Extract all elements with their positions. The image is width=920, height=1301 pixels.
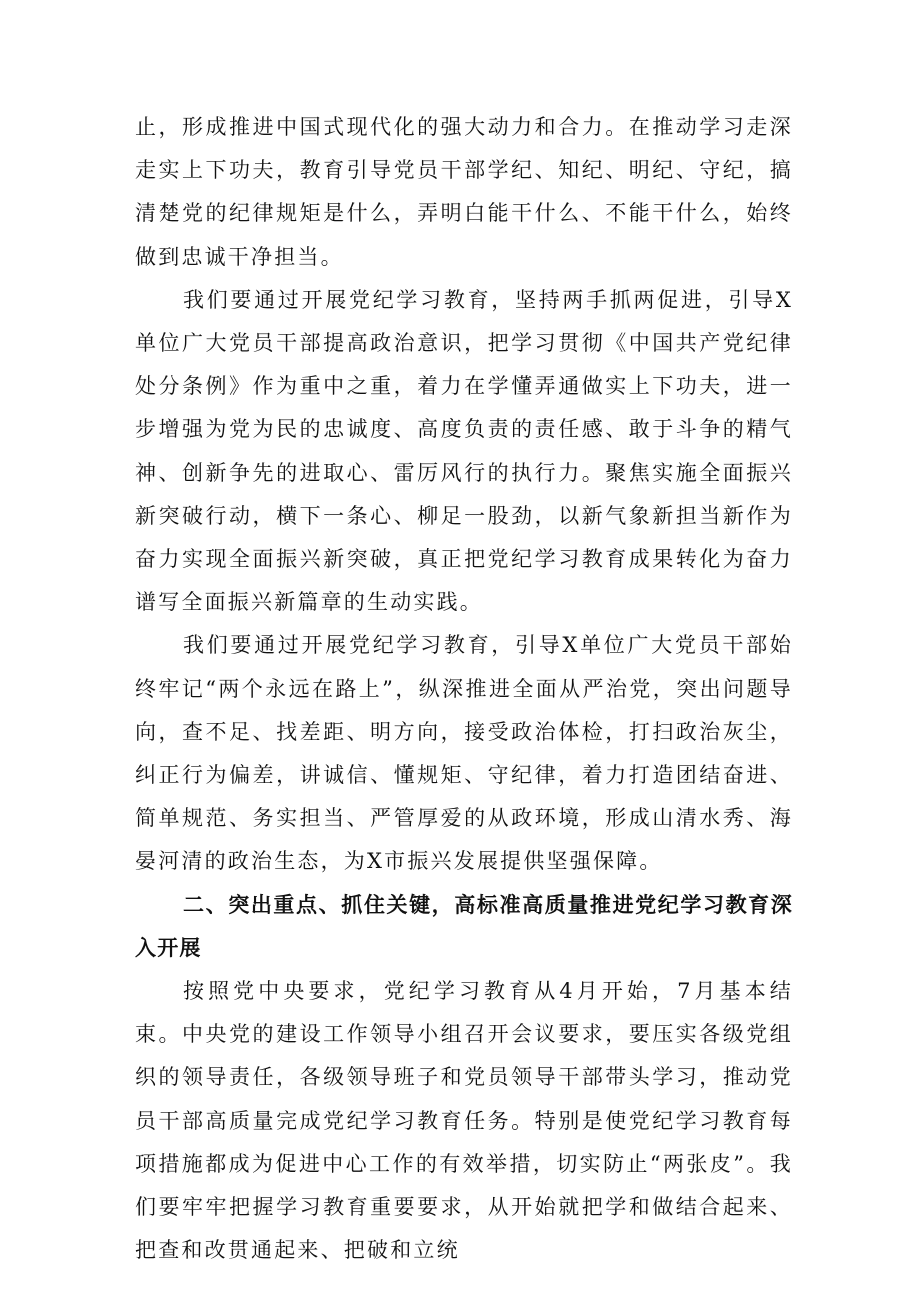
document-body (135, 106, 793, 1272)
paragraph-body: 我们要通过开展党纪学习教育，坚持两手抓两促进，引导X单位广大党员干部提高政治意识，把学习贯彻《中国共产党纪律处分条例》作为重中之重，着力在学懂弄通做实上下功夫，进一步增强为党为民的忠诚度、高度负责的责任感、敢于斗争的精气神、创新争先的进取心、雷厉风行的执行力。聚焦实施全面振兴新突破行动，横下一条心、柳足一股劲，以新气象新担当新作为奋力实现全面振兴新突破，真正把党纪学习教育成果转化为奋力谱写全面振兴新篇章的生动实践。 (135, 287, 793, 615)
paragraph-continuation: 止，形成推进中国式现代化的强大动力和合力。在推动学习走深走实上下功夫，教育引导党员干部学纪、知纪、明纪、守纪，搞清楚党的纪律规矩是什么，弄明白能干什么、不能干什么，始终做到忠诚干净担当。 (135, 115, 793, 269)
paragraph-body: 我们要通过开展党纪学习教育，引导X单位广大党员干部始终牢记“两个永远在路上”，纵深推进全面从严治党，突出问题导向，查不足、找差距、明方向，接受政治体检，打扫政治灰尘，纠正行为偏差，讲诚信、懂规矩、守纪律，着力打造团结奋进、简单规范、务实担当、严管厚爱的从政环境，形成山清水秀、海晏河清的政治生态，为X市振兴发展提供坚强保障。 (135, 633, 793, 874)
paragraph-body: 按照党中央要求，党纪学习教育从4月开始，7月基本结束。中央党的建设工作领导小组召开会议要求，要压实各级党组织的领导责任，各级领导班子和党员领导干部带头学习，推动党员干部高质量完成党纪学习教育任务。特别是使党纪学习教育每项措施都成为促进中心工作的有效举措，切实防止“两张皮”。我们要牢牢把握学习教育重要要求，从开始就把学和做结合起来、把查和改贯通起来、把破和立统 (135, 979, 793, 1263)
section-heading: 二、突出重点、抓住关键，高标准高质量推进党纪学习教育深入开展 (135, 892, 793, 960)
